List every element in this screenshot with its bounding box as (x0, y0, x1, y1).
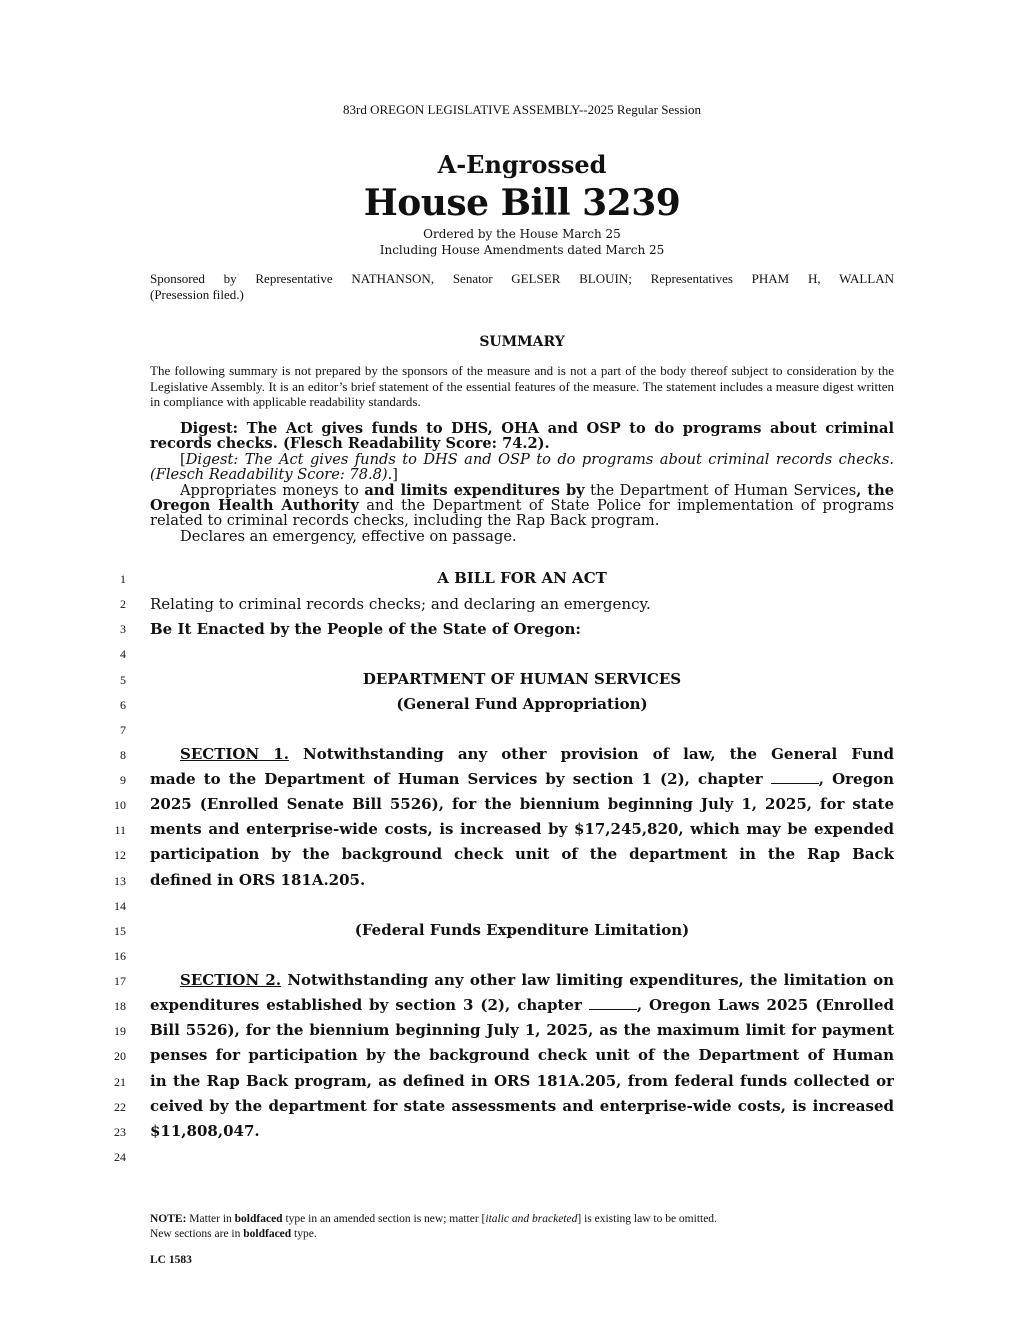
note-italic: italic and bracketed (485, 1213, 578, 1225)
enacting-clause: Be It Enacted by the People of the State of Oregon: (150, 620, 581, 638)
section-2-line-19: Bill 5526), for the biennium beginning July 1, 2025, as the maximum limit for payment (150, 1021, 894, 1039)
section-1-line-9 (150, 770, 894, 789)
note-line-2 (150, 1227, 894, 1242)
line-number: 24 (114, 1150, 126, 1164)
line-number: 3 (120, 622, 126, 636)
line-number: 16 (114, 949, 126, 963)
note-text: New sections are in (150, 1228, 244, 1240)
line-number: 2 (120, 597, 126, 611)
section-2-text: Notwithstanding any other law limiting expenditures, the limitation on (281, 971, 894, 989)
sponsors (150, 271, 894, 303)
digest-appropriates (150, 483, 894, 529)
note-line-1 (150, 1212, 894, 1227)
section-2-line-23: $11,808,047. (150, 1122, 260, 1140)
including-line: Including House Amendments dated March 25 (379, 243, 665, 257)
chapter-blank (771, 771, 819, 784)
line-number: 19 (114, 1024, 126, 1038)
section-1-text: made to the Department of Human Services by section 1 (2), chapter (150, 770, 771, 788)
relating-clause: Relating to criminal records checks; and declaring an emergency. (150, 595, 651, 613)
line-number: 22 (114, 1100, 126, 1114)
digest-old: [Digest: The Act gives funds to DHS and OSP to do programs about criminal records checks. (Flesch Readability Score: 78.8).] (150, 450, 894, 484)
section-2-line-22: ceived by the department for state assessments and enterprise-wide costs, is increased (150, 1097, 894, 1115)
line-number: 17 (114, 974, 126, 988)
section-2-text: expenditures established by section 3 (2), chapter (150, 996, 589, 1014)
section-1-line-12: participation by the background check unit of the department in the Rap Back (150, 845, 894, 863)
note-text: type. (291, 1228, 317, 1240)
line-number: 5 (120, 673, 126, 687)
note-text: type in an amended section is new; matter [ (282, 1213, 486, 1225)
section-1-label: SECTION 1. (180, 745, 289, 763)
session-header: 83rd OREGON LEGISLATIVE ASSEMBLY--2025 Regular Session (343, 102, 701, 117)
sponsors-line-2: (Presession filed.) (150, 287, 244, 302)
note-text: ] is existing law to be omitted. (577, 1213, 717, 1225)
sponsors-line-1: Sponsored by Representative NATHANSON, Senator GELSER BLOUIN; Representatives PHAM H, WALLAN (150, 271, 894, 286)
section-2-line-17 (150, 971, 894, 990)
federal-funds-heading: (Federal Funds Expenditure Limitation) (354, 921, 690, 939)
section-1-text: Notwithstanding any other provision of law, the General Fund (303, 745, 894, 763)
digest-old-text: Digest: The Act gives funds to DHS and OSP to do programs about criminal records checks. (Flesch Readability Score: 78.8). (150, 450, 894, 484)
line-number: 9 (120, 773, 126, 787)
bill-heading: A BILL FOR AN ACT (437, 569, 607, 587)
section-2-text: , Oregon Laws 2025 (Enrolled (636, 996, 894, 1014)
approp-text-1: Appropriates moneys to (180, 481, 365, 499)
line-number: 4 (120, 647, 126, 661)
digest-emergency: Declares an emergency, effective on passage. (180, 527, 517, 545)
line-number: 13 (114, 874, 126, 888)
general-fund-heading: (General Fund Appropriation) (396, 695, 648, 713)
line-number: 1 (120, 572, 126, 586)
section-1-line-11: ments and enterprise-wide costs, is increased by $17,245,820, which may be expended (150, 820, 894, 838)
chapter-blank (589, 997, 637, 1010)
section-2-line-21: in the Rap Back program, as defined in ORS 181A.205, from federal funds collected or (150, 1072, 894, 1090)
lc-number: LC 1583 (150, 1254, 192, 1266)
line-number: 20 (114, 1049, 126, 1063)
line-number: 8 (120, 748, 126, 762)
section-2-line-20: penses for participation by the background check unit of the Department of Human (150, 1046, 894, 1064)
section-2-line-18 (150, 996, 894, 1015)
section-2-label: SECTION 2. (180, 971, 282, 989)
ordered-line: Ordered by the House March 25 (423, 227, 621, 241)
line-number: 15 (114, 924, 126, 938)
note-label: NOTE: (150, 1213, 187, 1225)
line-number: 23 (114, 1125, 126, 1139)
digest-new: Digest: The Act gives funds to DHS, OHA and OSP to do programs about criminal records checks. (Flesch Readability Score: 74.2). (150, 420, 894, 453)
line-number: 7 (120, 723, 126, 737)
note-bold: boldfaced (243, 1228, 292, 1240)
line-number: 12 (114, 848, 126, 862)
line-number: 14 (114, 899, 126, 913)
summary-text: The following summary is not prepared by the sponsors of the measure and is not a part of the body thereof subject to consideration by the Legislative Assembly. It is an editor’s brief statement of the essential features of the measure. The statement includes a measure digest written in compliance with applicable readability standards. (150, 363, 894, 409)
approp-text-3: the Department of Human Services (584, 481, 857, 499)
bill-title: House Bill 3239 (363, 182, 681, 224)
footer-note (150, 1212, 894, 1242)
line-number: 6 (120, 698, 126, 712)
digest-block (150, 421, 894, 544)
section-1-text: , Oregon (818, 770, 894, 788)
summary-heading: SUMMARY (479, 334, 565, 350)
approp-text-2: and limits expenditures by (364, 481, 585, 499)
line-number: 11 (114, 823, 126, 837)
note-bold: boldfaced (234, 1213, 283, 1225)
approp-text-4: , the Oregon Health Authority (150, 481, 894, 515)
section-1-line-8 (150, 745, 894, 764)
line-number: 18 (114, 999, 126, 1013)
line-number: 10 (114, 798, 126, 812)
section-1-line-10: 2025 (Enrolled Senate Bill 5526), for the biennium beginning July 1, 2025, for state (150, 795, 894, 813)
note-text: Matter in (186, 1213, 235, 1225)
section-1-line-13: defined in ORS 181A.205. (150, 871, 366, 889)
approp-text-5: and the Department of State Police for implementation of programs related to criminal records checks, including the Rap Back program. (150, 497, 894, 530)
dept-heading: DEPARTMENT OF HUMAN SERVICES (362, 670, 682, 688)
engrossed-label: A-Engrossed (437, 150, 607, 179)
line-number: 21 (114, 1075, 126, 1089)
